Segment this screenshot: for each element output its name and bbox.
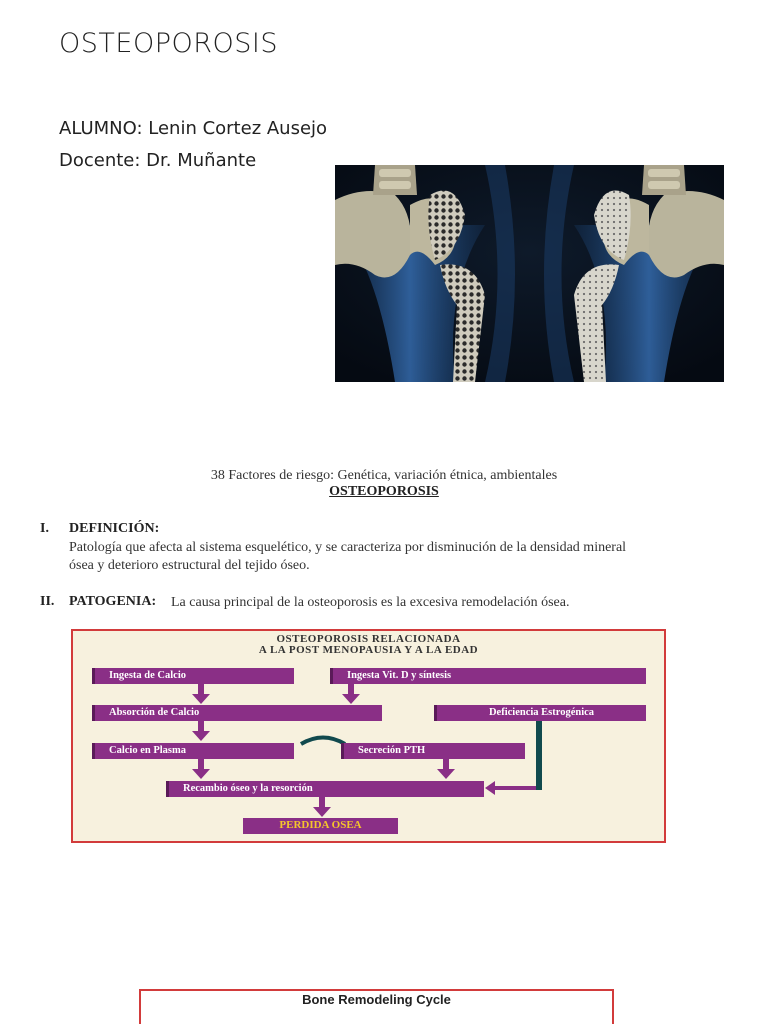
- section-number: II.: [40, 594, 55, 609]
- plasma-calcium-box: Calcio en Plasma: [92, 743, 294, 759]
- flowchart-title: OSTEOPOROSIS RELACIONADA: [276, 633, 461, 645]
- estrogen-deficiency-box: Deficiencia Estrogénica: [434, 705, 646, 721]
- bone-loss-box: PERDIDA OSEA: [243, 818, 398, 834]
- bone-remodeling-figure: [139, 989, 614, 1024]
- hip-xray-image: [335, 165, 724, 382]
- pth-secretion-box: Secreción PTH: [341, 743, 525, 759]
- student-name: ALUMNO: Lenin Cortez Ausejo: [59, 118, 328, 139]
- definition-line: ósea y deterioro estructural del tejido óseo.: [69, 558, 310, 573]
- section-number: I.: [40, 521, 49, 536]
- flowchart-subtitle: A LA POST MENOPAUSIA Y A LA EDAD: [258, 644, 479, 656]
- document-subtitle: 38 Factores de riesgo: Genética, variación étnica, ambientales: [210, 468, 558, 483]
- page-title: OSTEOPOROSIS: [59, 28, 278, 59]
- bone-remodeling-title: Bone Remodeling Cycle: [302, 992, 451, 1007]
- calcium-intake-box: Ingesta de Calcio: [92, 668, 294, 684]
- teacher-name: Docente: Dr. Muñante: [59, 150, 257, 171]
- bone-turnover-box: Recambio óseo y la resorción: [166, 781, 484, 797]
- flowchart-arrows: [73, 631, 664, 841]
- vitd-intake-box: Ingesta Vit. D y síntesis: [330, 668, 646, 684]
- pathogenesis-flowchart: [71, 629, 666, 843]
- calcium-absorption-box: Absorción de Calcio: [92, 705, 382, 721]
- definition-line: Patología que afecta al sistema esquelético, y se caracteriza por disminución de la densidad mineral: [69, 540, 627, 555]
- pathogenesis-text: La causa principal de la osteoporosis es la excesiva remodelación ósea.: [171, 595, 570, 610]
- section-heading: DEFINICIÓN:: [69, 521, 160, 536]
- document-title: OSTEOPOROSIS: [329, 484, 439, 499]
- section-heading: PATOGENIA:: [69, 594, 157, 609]
